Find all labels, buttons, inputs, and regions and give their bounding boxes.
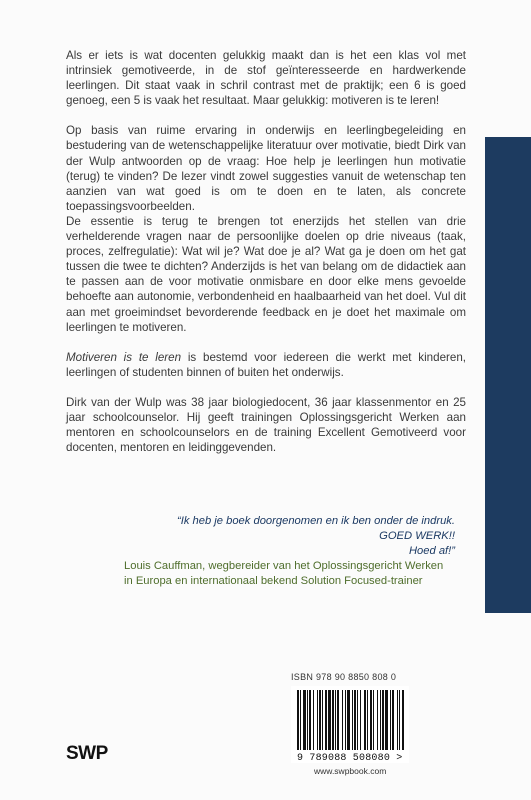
barcode-bar [345, 690, 346, 750]
barcode-bar [364, 690, 366, 750]
blurb-text [66, 48, 466, 470]
publisher-logo: SWP [66, 743, 108, 764]
barcode-bar [313, 690, 314, 750]
barcode-bar [332, 690, 334, 750]
barcode-bar [317, 690, 318, 750]
barcode-bar [342, 690, 343, 750]
barcode-bar [392, 690, 394, 750]
barcode-bar [370, 690, 372, 750]
barcode-bar [354, 690, 356, 750]
audience-text: is bestemd voor iedereen die werkt met kinderen, leerlingen of studenten binnen of buiten het onderwijs. [66, 350, 466, 379]
barcode-bar [399, 690, 400, 750]
barcode-bar [328, 690, 331, 750]
barcode-bar [347, 690, 350, 750]
barcode [291, 686, 409, 763]
quote-line-3: Hoed af!” [408, 545, 455, 557]
quote-line-2: GOED WERK!! [379, 530, 455, 542]
barcode-bar [335, 690, 336, 750]
barcode-bar [309, 690, 311, 750]
approach-paragraph: Op basis van ruime ervaring in onderwijs en leerlingbegeleiding en bestudering van de wetenschappelijke literatuur over motivatie, biedt Dirk van der Wulp antwoorden op de vraag: Hoe help je leerlingen hun motivatie (terug) te vinden? De lezer vindt zowel suggesties vanuit de wetenschap ten aanzien van wat goed is om te doen en te laten, als concrete toepassingsvoorbeelden. [66, 124, 466, 213]
barcode-bar [322, 690, 323, 750]
barcode-digits: 9 789088 508080 > [297, 753, 403, 764]
barcode-bar [337, 690, 339, 750]
barcode-bar [390, 690, 391, 750]
barcode-bar [377, 690, 378, 750]
endorsement-quote [110, 514, 455, 589]
barcode-bar [325, 690, 327, 750]
barcode-bar [303, 690, 306, 750]
publisher-website: www.swpbook.com [314, 766, 387, 776]
barcode-bars [291, 686, 409, 752]
barcode-bar [380, 690, 381, 750]
barcode-bar [385, 690, 388, 750]
blue-side-band [485, 137, 531, 613]
barcode-bar [397, 690, 398, 750]
audience-paragraph [66, 350, 466, 380]
barcode-bar [382, 690, 384, 750]
barcode-bar [402, 690, 404, 750]
author-bio: Dirk van der Wulp was 38 jaar biologiedocent, 36 jaar klassenmentor en 25 jaar schoolcounselor. Hij geeft trainingen Oplossingsgericht Werken aan mentoren en schoolcounselors en de training Excellent Gemotiveerd voor docenten, mentoren en leidinggevenden. [66, 395, 466, 455]
barcode-bar [373, 690, 374, 750]
barcode-bar [357, 690, 358, 750]
barcode-bar [360, 690, 361, 750]
barcode-bar [307, 690, 308, 750]
barcode-bar [319, 690, 321, 750]
barcode-bar [352, 690, 353, 750]
book-title-inline: Motiveren is te leren [66, 350, 182, 364]
isbn-label: ISBN 978 90 8850 808 0 [291, 672, 397, 682]
quote-line-1: “Ik heb je boek doorgenomen en ik ben onder de indruk. [176, 515, 455, 527]
barcode-bar [300, 690, 301, 750]
quote-attribution: Louis Cauffman, wegbereider van het Oplossingsgericht Werken in Europa en internationaal bekend Solution Focused-trainer [124, 560, 444, 587]
intro-paragraph: Als er iets is wat docenten gelukkig maakt dan is het een klas vol met intrinsiek gemotiveerde, in de stof geïnteresseerde en hardwerkende leerlingen. Dit staat vaak in schril contrast met de praktijk; een 6 is goed genoeg, een 5 is vaak het resultaat. Maar gelukkig: motiveren is te leren! [66, 49, 466, 108]
barcode-bar [367, 690, 368, 750]
essence-paragraph: De essentie is terug te brengen tot enerzijds het stellen van drie verhelderende vragen naar de persoonlijke doelen op drie niveaus (taak, proces, zelfregulatie): Wat wil je? Wat doe je al? Wat ga je doen om het gat tussen die twee te dichten? Anderzijds is het van belang om de didactiek aan te passen aan de voor motivatie onmisbare en door elke mens gevoelde behoefte aan autonomie, verbondenheid en haalbaarheid van het doel. Vul dit aan met groeimindset bevorderende feedback en je doet het maximale om leerlingen te motiveren. [66, 214, 466, 334]
barcode-bar [297, 690, 299, 750]
